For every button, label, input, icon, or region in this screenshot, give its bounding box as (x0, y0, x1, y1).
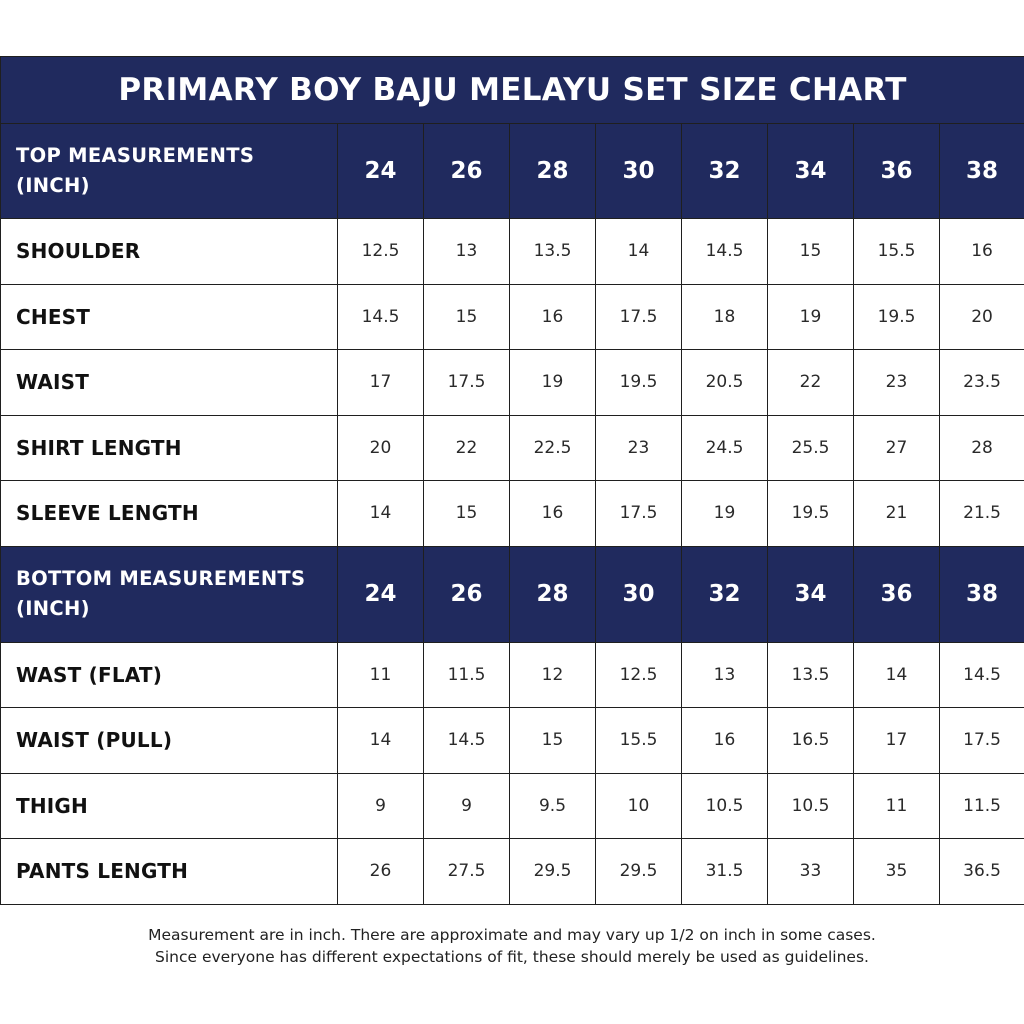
cell-value: 14.5 (682, 219, 768, 285)
table-row-waist-pull (1, 708, 1024, 774)
cell-value: 29.5 (510, 839, 596, 905)
cell-value: 11 (338, 642, 424, 708)
cell-value: 20 (940, 284, 1024, 350)
top-label-line1: TOP MEASUREMENTS (16, 144, 255, 167)
top-size-26: 26 (424, 124, 510, 219)
top-size-32: 32 (682, 124, 768, 219)
cell-value: 13.5 (510, 219, 596, 285)
cell-value: 19 (510, 350, 596, 416)
cell-value: 17.5 (424, 350, 510, 416)
cell-value: 14 (854, 642, 940, 708)
cell-value: 15 (768, 219, 854, 285)
cell-value: 17 (338, 350, 424, 416)
cell-value: 15.5 (596, 708, 682, 774)
cell-value: 16.5 (768, 708, 854, 774)
cell-value: 14 (338, 481, 424, 547)
cell-value: 20.5 (682, 350, 768, 416)
bottom-label-line1: BOTTOM MEASUREMENTS (16, 567, 306, 590)
cell-value: 15 (424, 284, 510, 350)
cell-value: 10 (596, 773, 682, 839)
cell-value: 17.5 (596, 481, 682, 547)
cell-value: 22 (424, 415, 510, 481)
row-label: PANTS LENGTH (1, 839, 338, 905)
cell-value: 11.5 (940, 773, 1024, 839)
cell-value: 26 (338, 839, 424, 905)
cell-value: 15 (424, 481, 510, 547)
cell-value: 13.5 (768, 642, 854, 708)
cell-value: 13 (682, 642, 768, 708)
row-label: SHOULDER (1, 219, 338, 285)
row-label: SHIRT LENGTH (1, 415, 338, 481)
table-row-chest (1, 284, 1024, 350)
top-measurements-header (1, 124, 1024, 219)
top-size-28: 28 (510, 124, 596, 219)
row-label: CHEST (1, 284, 338, 350)
cell-value: 23.5 (940, 350, 1024, 416)
chart-title: PRIMARY BOY BAJU MELAYU SET SIZE CHART (1, 57, 1024, 124)
footnote-line2: Since everyone has different expectations of fit, these should merely be used as guidelines. (155, 948, 869, 966)
size-chart-table (0, 56, 1024, 905)
footnote (0, 924, 1024, 968)
cell-value: 9 (424, 773, 510, 839)
row-label: SLEEVE LENGTH (1, 481, 338, 547)
footnote-line1: Measurement are in inch. There are approximate and may vary up 1/2 on inch in some cases. (148, 926, 876, 944)
top-size-34: 34 (768, 124, 854, 219)
cell-value: 14.5 (940, 642, 1024, 708)
cell-value: 27 (854, 415, 940, 481)
cell-value: 29.5 (596, 839, 682, 905)
cell-value: 12.5 (338, 219, 424, 285)
cell-value: 13 (424, 219, 510, 285)
cell-value: 20 (338, 415, 424, 481)
top-size-24: 24 (338, 124, 424, 219)
cell-value: 36.5 (940, 839, 1024, 905)
cell-value: 14 (338, 708, 424, 774)
cell-value: 14.5 (338, 284, 424, 350)
cell-value: 17.5 (596, 284, 682, 350)
cell-value: 22.5 (510, 415, 596, 481)
cell-value: 16 (510, 284, 596, 350)
row-label: WAIST (1, 350, 338, 416)
cell-value: 19 (768, 284, 854, 350)
bottom-size-34: 34 (768, 546, 854, 642)
cell-value: 15.5 (854, 219, 940, 285)
row-label: THIGH (1, 773, 338, 839)
cell-value: 9 (338, 773, 424, 839)
cell-value: 19 (682, 481, 768, 547)
bottom-measurements-label (1, 546, 338, 642)
cell-value: 21.5 (940, 481, 1024, 547)
cell-value: 17.5 (940, 708, 1024, 774)
table-row-sleeve-length (1, 481, 1024, 547)
bottom-size-30: 30 (596, 546, 682, 642)
bottom-label-line2: (INCH) (16, 597, 90, 620)
cell-value: 14.5 (424, 708, 510, 774)
cell-value: 23 (854, 350, 940, 416)
cell-value: 28 (940, 415, 1024, 481)
cell-value: 27.5 (424, 839, 510, 905)
table-row-shirt-length (1, 415, 1024, 481)
bottom-size-26: 26 (424, 546, 510, 642)
bottom-size-24: 24 (338, 546, 424, 642)
cell-value: 19.5 (596, 350, 682, 416)
table-row-wast-flat (1, 642, 1024, 708)
cell-value: 14 (596, 219, 682, 285)
table-row-thigh (1, 773, 1024, 839)
top-label-line2: (INCH) (16, 174, 90, 197)
cell-value: 16 (510, 481, 596, 547)
bottom-size-38: 38 (940, 546, 1024, 642)
top-measurements-label (1, 124, 338, 219)
cell-value: 21 (854, 481, 940, 547)
cell-value: 11 (854, 773, 940, 839)
table-row-pants-length (1, 839, 1024, 905)
row-label: WAIST (PULL) (1, 708, 338, 774)
cell-value: 35 (854, 839, 940, 905)
cell-value: 16 (682, 708, 768, 774)
title-row (1, 57, 1024, 124)
cell-value: 19.5 (854, 284, 940, 350)
top-size-30: 30 (596, 124, 682, 219)
cell-value: 16 (940, 219, 1024, 285)
cell-value: 10.5 (682, 773, 768, 839)
row-label: WAST (FLAT) (1, 642, 338, 708)
cell-value: 9.5 (510, 773, 596, 839)
cell-value: 19.5 (768, 481, 854, 547)
bottom-size-28: 28 (510, 546, 596, 642)
top-size-38: 38 (940, 124, 1024, 219)
table-row-shoulder (1, 219, 1024, 285)
bottom-size-36: 36 (854, 546, 940, 642)
cell-value: 18 (682, 284, 768, 350)
bottom-measurements-header (1, 546, 1024, 642)
cell-value: 12 (510, 642, 596, 708)
table-row-waist (1, 350, 1024, 416)
top-size-36: 36 (854, 124, 940, 219)
cell-value: 11.5 (424, 642, 510, 708)
cell-value: 15 (510, 708, 596, 774)
cell-value: 25.5 (768, 415, 854, 481)
cell-value: 22 (768, 350, 854, 416)
cell-value: 12.5 (596, 642, 682, 708)
cell-value: 17 (854, 708, 940, 774)
cell-value: 31.5 (682, 839, 768, 905)
cell-value: 24.5 (682, 415, 768, 481)
cell-value: 23 (596, 415, 682, 481)
cell-value: 10.5 (768, 773, 854, 839)
bottom-size-32: 32 (682, 546, 768, 642)
cell-value: 33 (768, 839, 854, 905)
